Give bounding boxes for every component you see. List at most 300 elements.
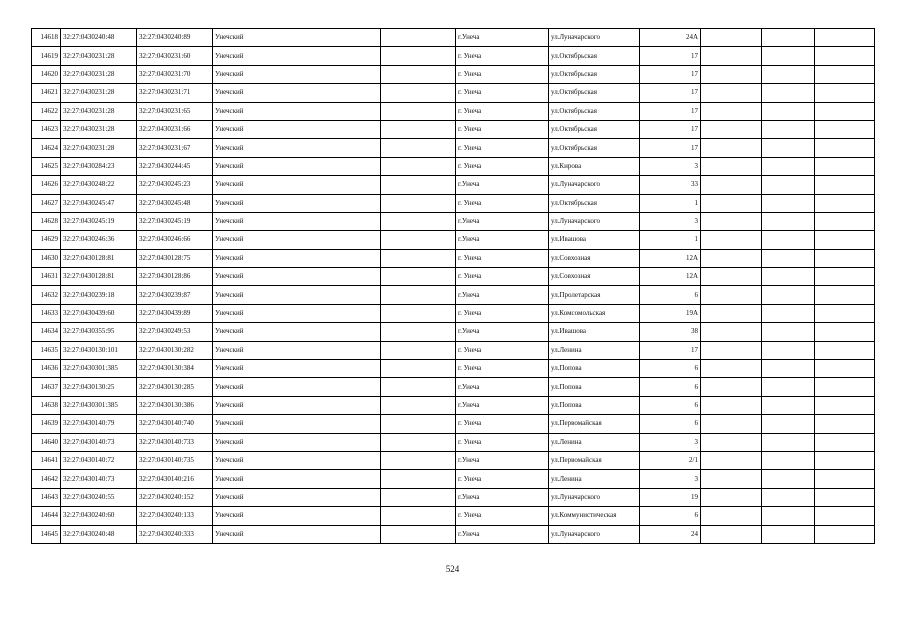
cell-cadastral-number: 32:27:0430140:79 <box>61 415 137 433</box>
table-row <box>32 102 875 120</box>
cell-record-number: 14644 <box>32 507 61 525</box>
cell-empty <box>701 488 762 506</box>
table-row <box>32 29 875 47</box>
cell-town: г. Унеча <box>456 433 549 451</box>
cell-empty <box>815 415 875 433</box>
cell-empty <box>701 139 762 157</box>
cell-district: Унечский <box>213 29 381 47</box>
cell-town: г. Унеча <box>456 341 549 359</box>
cell-empty <box>381 102 456 120</box>
cell-record-number: 14626 <box>32 176 61 194</box>
cell-empty <box>762 231 815 249</box>
cell-house-number: 3 <box>640 212 701 230</box>
cell-object-cadastral-number: 32:27:0430245:48 <box>137 194 213 212</box>
cell-object-cadastral-number: 32:27:0430231:65 <box>137 102 213 120</box>
cell-house-number: 19А <box>640 304 701 322</box>
cell-town: г. Унеча <box>456 47 549 65</box>
cell-record-number: 14630 <box>32 249 61 267</box>
cell-cadastral-number: 32:27:0430140:73 <box>61 470 137 488</box>
cell-house-number: 17 <box>640 47 701 65</box>
cell-empty <box>815 378 875 396</box>
cell-object-cadastral-number: 32:27:0430231:67 <box>137 139 213 157</box>
cell-cadastral-number: 32:27:0430439:60 <box>61 304 137 322</box>
table-row <box>32 323 875 341</box>
cell-record-number: 14620 <box>32 65 61 83</box>
cell-record-number: 14638 <box>32 396 61 414</box>
cell-empty <box>701 323 762 341</box>
cell-empty <box>815 139 875 157</box>
table-row <box>32 65 875 83</box>
cell-object-cadastral-number: 32:27:0430130:384 <box>137 360 213 378</box>
table-row <box>32 433 875 451</box>
cell-town: г.Унеча <box>456 378 549 396</box>
cell-empty <box>381 433 456 451</box>
cell-empty <box>815 176 875 194</box>
cell-empty <box>815 47 875 65</box>
cell-record-number: 14625 <box>32 157 61 175</box>
cell-town: г. Унеча <box>456 268 549 286</box>
cell-district: Унечский <box>213 231 381 249</box>
cell-house-number: 12А <box>640 249 701 267</box>
cell-street: ул.Октябрьская <box>549 120 640 138</box>
cell-town: г.Унеча <box>456 29 549 47</box>
cell-record-number: 14635 <box>32 341 61 359</box>
cell-empty <box>762 194 815 212</box>
table-row <box>32 525 875 543</box>
cell-empty <box>815 286 875 304</box>
cell-empty <box>815 268 875 286</box>
cell-object-cadastral-number: 32:27:0430239:87 <box>137 286 213 304</box>
cell-town: г. Унеча <box>456 139 549 157</box>
cell-district: Унечский <box>213 249 381 267</box>
cell-street: ул.Совхозная <box>549 249 640 267</box>
cell-street: ул.Октябрьская <box>549 102 640 120</box>
cell-empty <box>701 249 762 267</box>
cell-district: Унечский <box>213 525 381 543</box>
cell-district: Унечский <box>213 341 381 359</box>
table-row <box>32 194 875 212</box>
cell-house-number: 19 <box>640 488 701 506</box>
cell-empty <box>381 120 456 138</box>
cell-empty <box>762 304 815 322</box>
cell-empty <box>815 451 875 469</box>
cell-street: ул.Октябрьская <box>549 47 640 65</box>
cell-empty <box>815 231 875 249</box>
cell-empty <box>762 120 815 138</box>
cell-object-cadastral-number: 32:27:0430231:71 <box>137 84 213 102</box>
cell-street: ул.Октябрьская <box>549 84 640 102</box>
cell-empty <box>381 396 456 414</box>
cell-empty <box>815 102 875 120</box>
cell-house-number: 38 <box>640 323 701 341</box>
cell-street: ул.Совхозная <box>549 268 640 286</box>
cell-empty <box>381 525 456 543</box>
cell-house-number: 17 <box>640 341 701 359</box>
cell-empty <box>815 341 875 359</box>
cell-cadastral-number: 32:27:0430240:55 <box>61 488 137 506</box>
cell-record-number: 14624 <box>32 139 61 157</box>
cell-empty <box>762 212 815 230</box>
cell-record-number: 14633 <box>32 304 61 322</box>
cell-empty <box>762 415 815 433</box>
cell-cadastral-number: 32:27:0430130:101 <box>61 341 137 359</box>
cell-empty <box>701 231 762 249</box>
cell-record-number: 14634 <box>32 323 61 341</box>
table-row <box>32 396 875 414</box>
cell-empty <box>701 47 762 65</box>
cell-object-cadastral-number: 32:27:0430140:735 <box>137 451 213 469</box>
cell-empty <box>701 29 762 47</box>
cell-empty <box>381 360 456 378</box>
cell-street: ул.Октябрьская <box>549 65 640 83</box>
cell-cadastral-number: 32:27:0430301:385 <box>61 396 137 414</box>
cell-empty <box>381 249 456 267</box>
cell-record-number: 14629 <box>32 231 61 249</box>
cell-district: Унечский <box>213 268 381 286</box>
cell-house-number: 6 <box>640 415 701 433</box>
cell-empty <box>815 507 875 525</box>
cell-street: ул.Луначарского <box>549 488 640 506</box>
cell-empty <box>381 286 456 304</box>
cell-empty <box>762 507 815 525</box>
cell-town: г. Унеча <box>456 84 549 102</box>
cell-cadastral-number: 32:27:0430140:73 <box>61 433 137 451</box>
cell-town: г.Унеча <box>456 525 549 543</box>
cell-object-cadastral-number: 32:27:0430439:89 <box>137 304 213 322</box>
cell-district: Унечский <box>213 433 381 451</box>
cell-district: Унечский <box>213 65 381 83</box>
cell-empty <box>381 341 456 359</box>
cell-district: Унечский <box>213 396 381 414</box>
cell-cadastral-number: 32:27:0430355:95 <box>61 323 137 341</box>
table-row <box>32 470 875 488</box>
cell-district: Унечский <box>213 470 381 488</box>
cell-empty <box>762 102 815 120</box>
cell-object-cadastral-number: 32:27:0430244:45 <box>137 157 213 175</box>
cell-record-number: 14619 <box>32 47 61 65</box>
cell-district: Унечский <box>213 157 381 175</box>
cell-record-number: 14639 <box>32 415 61 433</box>
cell-house-number: 3 <box>640 433 701 451</box>
cell-empty <box>762 176 815 194</box>
cell-empty <box>762 396 815 414</box>
cell-street: ул.Ленина <box>549 433 640 451</box>
cell-empty <box>701 286 762 304</box>
cell-empty <box>701 304 762 322</box>
cell-town: г.Унеча <box>456 212 549 230</box>
cell-district: Унечский <box>213 286 381 304</box>
cell-town: г. Унеча <box>456 507 549 525</box>
cell-empty <box>762 488 815 506</box>
table-row <box>32 157 875 175</box>
table-row <box>32 415 875 433</box>
cell-town: г. Унеча <box>456 157 549 175</box>
cell-street: ул.Луначарского <box>549 212 640 230</box>
cell-empty <box>381 323 456 341</box>
cell-empty <box>381 415 456 433</box>
cell-district: Унечский <box>213 488 381 506</box>
cell-empty <box>762 378 815 396</box>
cell-empty <box>762 323 815 341</box>
cell-empty <box>381 139 456 157</box>
table-row <box>32 304 875 322</box>
cell-house-number: 6 <box>640 286 701 304</box>
cell-empty <box>381 451 456 469</box>
cell-town: г.Унеча <box>456 451 549 469</box>
cell-cadastral-number: 32:27:0430130:25 <box>61 378 137 396</box>
cell-empty <box>762 249 815 267</box>
cell-district: Унечский <box>213 194 381 212</box>
cell-cadastral-number: 32:27:0430240:48 <box>61 29 137 47</box>
cell-empty <box>815 157 875 175</box>
cell-empty <box>762 286 815 304</box>
cell-street: ул.Ленина <box>549 341 640 359</box>
cell-empty <box>701 507 762 525</box>
cell-empty <box>381 194 456 212</box>
cell-empty <box>701 194 762 212</box>
cell-district: Унечский <box>213 360 381 378</box>
cell-street: ул.Первомайская <box>549 415 640 433</box>
cell-object-cadastral-number: 32:27:0430245:19 <box>137 212 213 230</box>
cell-object-cadastral-number: 32:27:0430240:133 <box>137 507 213 525</box>
cell-empty <box>381 29 456 47</box>
cell-empty <box>762 139 815 157</box>
cell-district: Унечский <box>213 304 381 322</box>
table-row <box>32 84 875 102</box>
cell-house-number: 24 <box>640 525 701 543</box>
cell-object-cadastral-number: 32:27:0430240:89 <box>137 29 213 47</box>
cell-street: ул.Пролетарская <box>549 286 640 304</box>
cell-object-cadastral-number: 32:27:0430130:285 <box>137 378 213 396</box>
cell-record-number: 14618 <box>32 29 61 47</box>
cell-empty <box>762 47 815 65</box>
cell-district: Унечский <box>213 323 381 341</box>
cell-object-cadastral-number: 32:27:0430231:60 <box>137 47 213 65</box>
cell-town: г.Унеча <box>456 176 549 194</box>
cell-empty <box>381 65 456 83</box>
cell-empty <box>815 120 875 138</box>
cell-street: ул.Ивашова <box>549 231 640 249</box>
cell-street: ул.Октябрьская <box>549 194 640 212</box>
table-row <box>32 360 875 378</box>
cell-empty <box>701 396 762 414</box>
cell-object-cadastral-number: 32:27:0430130:386 <box>137 396 213 414</box>
table-row <box>32 507 875 525</box>
cell-empty <box>381 176 456 194</box>
cell-cadastral-number: 32:27:0430231:28 <box>61 102 137 120</box>
cell-empty <box>815 304 875 322</box>
cell-house-number: 17 <box>640 65 701 83</box>
cell-town: г. Унеча <box>456 65 549 83</box>
cell-object-cadastral-number: 32:27:0430246:66 <box>137 231 213 249</box>
cell-street: ул.Кирова <box>549 157 640 175</box>
cell-empty <box>815 194 875 212</box>
table-row <box>32 451 875 469</box>
cell-cadastral-number: 32:27:0430231:28 <box>61 120 137 138</box>
cell-empty <box>762 470 815 488</box>
cell-district: Унечский <box>213 507 381 525</box>
cell-empty <box>381 231 456 249</box>
cell-object-cadastral-number: 32:27:0430140:740 <box>137 415 213 433</box>
page-number: 524 <box>445 564 460 574</box>
cell-empty <box>762 268 815 286</box>
cell-empty <box>381 268 456 286</box>
cell-town: г.Унеча <box>456 488 549 506</box>
cell-street: ул.Луначарского <box>549 29 640 47</box>
cell-empty <box>381 84 456 102</box>
cell-cadastral-number: 32:27:0430231:28 <box>61 139 137 157</box>
cell-empty <box>815 323 875 341</box>
cell-empty <box>381 378 456 396</box>
cell-empty <box>815 433 875 451</box>
cell-record-number: 14621 <box>32 84 61 102</box>
cell-district: Унечский <box>213 451 381 469</box>
cell-house-number: 2/1 <box>640 451 701 469</box>
cell-cadastral-number: 32:27:0430231:28 <box>61 65 137 83</box>
cell-record-number: 14640 <box>32 433 61 451</box>
table-row <box>32 249 875 267</box>
cell-empty <box>701 415 762 433</box>
cell-record-number: 14622 <box>32 102 61 120</box>
cell-empty <box>381 212 456 230</box>
cell-empty <box>762 341 815 359</box>
cell-record-number: 14641 <box>32 451 61 469</box>
cell-street: ул.Комсомольская <box>549 304 640 322</box>
cell-house-number: 1 <box>640 231 701 249</box>
cell-empty <box>701 157 762 175</box>
cell-house-number: 6 <box>640 360 701 378</box>
cell-object-cadastral-number: 32:27:0430130:282 <box>137 341 213 359</box>
cell-house-number: 24А <box>640 29 701 47</box>
table-body <box>32 29 875 544</box>
cell-house-number: 12А <box>640 268 701 286</box>
cell-street: ул.Коммунистическая <box>549 507 640 525</box>
cell-record-number: 14645 <box>32 525 61 543</box>
cell-street: ул.Луначарского <box>549 525 640 543</box>
cell-cadastral-number: 32:27:0430140:72 <box>61 451 137 469</box>
cell-town: г. Унеча <box>456 415 549 433</box>
cell-record-number: 14628 <box>32 212 61 230</box>
cell-house-number: 6 <box>640 396 701 414</box>
cell-empty <box>815 84 875 102</box>
cell-empty <box>762 433 815 451</box>
cell-empty <box>701 470 762 488</box>
cell-street: ул.Попова <box>549 396 640 414</box>
cell-empty <box>701 378 762 396</box>
cell-cadastral-number: 32:27:0430128:81 <box>61 268 137 286</box>
cell-object-cadastral-number: 32:27:0430140:216 <box>137 470 213 488</box>
cell-empty <box>815 29 875 47</box>
cell-town: г.Унеча <box>456 231 549 249</box>
table-row <box>32 286 875 304</box>
cell-record-number: 14632 <box>32 286 61 304</box>
cell-empty <box>381 47 456 65</box>
cell-house-number: 17 <box>640 139 701 157</box>
cell-empty <box>701 341 762 359</box>
table-row <box>32 120 875 138</box>
cell-empty <box>381 304 456 322</box>
cell-object-cadastral-number: 32:27:0430231:66 <box>137 120 213 138</box>
cell-empty <box>701 525 762 543</box>
cell-object-cadastral-number: 32:27:0430249:53 <box>137 323 213 341</box>
cell-district: Унечский <box>213 212 381 230</box>
cell-town: г.Унеча <box>456 396 549 414</box>
cell-empty <box>815 360 875 378</box>
cell-cadastral-number: 32:27:0430301:385 <box>61 360 137 378</box>
cell-cadastral-number: 32:27:0430128:81 <box>61 249 137 267</box>
cell-empty <box>762 157 815 175</box>
cell-town: г. Унеча <box>456 194 549 212</box>
cell-empty <box>815 470 875 488</box>
cell-object-cadastral-number: 32:27:0430240:152 <box>137 488 213 506</box>
cell-empty <box>815 525 875 543</box>
cell-cadastral-number: 32:27:0430246:36 <box>61 231 137 249</box>
cell-empty <box>701 65 762 83</box>
cell-record-number: 14637 <box>32 378 61 396</box>
cell-cadastral-number: 32:27:0430240:60 <box>61 507 137 525</box>
cell-cadastral-number: 32:27:0430240:48 <box>61 525 137 543</box>
cell-town: г. Унеча <box>456 120 549 138</box>
cell-town: г. Унеча <box>456 360 549 378</box>
cell-record-number: 14623 <box>32 120 61 138</box>
cell-town: г.Унеча <box>456 323 549 341</box>
cell-town: г. Унеча <box>456 249 549 267</box>
cell-cadastral-number: 32:27:0430239:18 <box>61 286 137 304</box>
cell-street: ул.Попова <box>549 378 640 396</box>
cell-empty <box>701 84 762 102</box>
table-row <box>32 139 875 157</box>
table-row <box>32 488 875 506</box>
table-row <box>32 212 875 230</box>
table-row <box>32 176 875 194</box>
cell-empty <box>701 433 762 451</box>
cell-object-cadastral-number: 32:27:0430240:333 <box>137 525 213 543</box>
cell-empty <box>815 212 875 230</box>
cell-district: Унечский <box>213 47 381 65</box>
cell-cadastral-number: 32:27:0430245:47 <box>61 194 137 212</box>
cell-town: г. Унеча <box>456 304 549 322</box>
table-row <box>32 231 875 249</box>
cell-object-cadastral-number: 32:27:0430128:86 <box>137 268 213 286</box>
cell-empty <box>701 268 762 286</box>
cell-house-number: 17 <box>640 84 701 102</box>
cell-district: Унечский <box>213 415 381 433</box>
cell-house-number: 17 <box>640 102 701 120</box>
cell-empty <box>762 525 815 543</box>
cell-house-number: 6 <box>640 507 701 525</box>
table-row <box>32 268 875 286</box>
cell-record-number: 14627 <box>32 194 61 212</box>
cell-house-number: 3 <box>640 157 701 175</box>
cell-street: ул.Луначарского <box>549 176 640 194</box>
cell-empty <box>815 249 875 267</box>
cell-house-number: 6 <box>640 378 701 396</box>
table-row <box>32 341 875 359</box>
cell-empty <box>762 29 815 47</box>
cell-empty <box>762 84 815 102</box>
cell-object-cadastral-number: 32:27:0430231:70 <box>137 65 213 83</box>
cell-district: Унечский <box>213 120 381 138</box>
cell-house-number: 3 <box>640 470 701 488</box>
cell-cadastral-number: 32:27:0430231:28 <box>61 47 137 65</box>
cell-town: г. Унеча <box>456 102 549 120</box>
cell-empty <box>381 488 456 506</box>
cell-street: ул.Октябрьская <box>549 139 640 157</box>
cell-empty <box>701 360 762 378</box>
cell-empty <box>701 451 762 469</box>
cell-house-number: 1 <box>640 194 701 212</box>
cell-empty <box>701 212 762 230</box>
